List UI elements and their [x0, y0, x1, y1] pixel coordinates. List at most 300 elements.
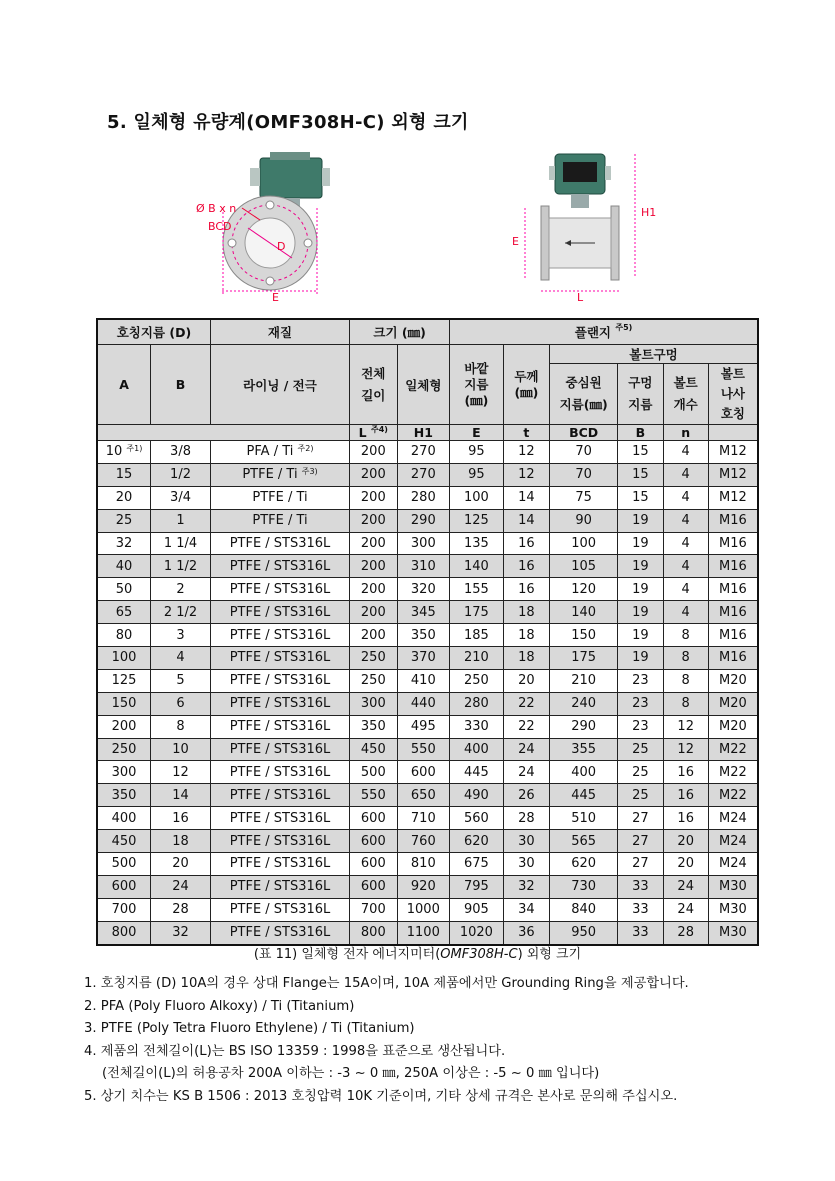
table-cell-t: 20 — [503, 669, 549, 692]
table-cell-hb: 25 — [618, 761, 663, 784]
table-cell-l: 200 — [350, 601, 397, 624]
table-cell-e: 490 — [450, 784, 504, 807]
table-cell-mat: PTFE / STS316L — [210, 921, 349, 944]
table-cell-mat: PTFE / STS316L — [210, 692, 349, 715]
table-cell-bcd: 70 — [550, 463, 618, 486]
table-row — [97, 601, 758, 624]
table-cell-e: 280 — [450, 692, 504, 715]
table-cell-b: 2 1/2 — [151, 601, 211, 624]
table-cell-e: 250 — [450, 669, 504, 692]
table-cell-hb: 19 — [618, 601, 663, 624]
header-center-circle: 중심원 지름(㎜) — [550, 364, 618, 425]
table-cell-e: 95 — [450, 463, 504, 486]
table-cell-e: 125 — [450, 509, 504, 532]
table-row — [97, 441, 758, 464]
table-cell-hb: 23 — [618, 692, 663, 715]
table-cell-mat: PFA / Ti $^{주2)}$ — [210, 441, 349, 464]
header-a: A — [97, 345, 151, 425]
header-flange: 플랜지 $^{주5)}$ — [450, 319, 758, 345]
notes-list — [84, 973, 689, 1108]
table-cell-b: 12 — [151, 761, 211, 784]
table-cell-a: 200 — [97, 715, 151, 738]
note-5: 5. 상기 치수는 KS B 1506 : 2013 호칭압력 10K 기준이며, 기타 상세 규격은 본사로 문의해 주십시오. — [84, 1088, 678, 1104]
side-view-diagram — [505, 148, 670, 308]
table-cell-b: 32 — [151, 921, 211, 944]
table-cell-b: 20 — [151, 853, 211, 876]
table-cell-thr: M16 — [708, 624, 758, 647]
table-cell-bcd: 150 — [550, 624, 618, 647]
table-cell-bcd: 120 — [550, 578, 618, 601]
table-cell-l: 700 — [350, 898, 397, 921]
table-row — [97, 715, 758, 738]
table-cell-n: 4 — [663, 441, 708, 464]
display-head-icon — [549, 154, 611, 208]
table-cell-thr: M30 — [708, 921, 758, 944]
note-2: 2. PFA (Poly Fluoro Alkoxy) / Ti (Titanium) — [84, 998, 355, 1014]
table-cell-l: 200 — [350, 509, 397, 532]
table-cell-mat: PTFE / STS316L — [210, 738, 349, 761]
header-bolt-count: 볼트 개수 — [663, 364, 708, 425]
table-cell-bcd: 445 — [550, 784, 618, 807]
table-cell-h1: 1100 — [397, 921, 450, 944]
table-cell-l: 200 — [350, 532, 397, 555]
table-cell-b: 6 — [151, 692, 211, 715]
table-cell-t: 28 — [503, 807, 549, 830]
table-cell-b: 10 — [151, 738, 211, 761]
table-cell-a: 125 — [97, 669, 151, 692]
table-cell-hb: 19 — [618, 647, 663, 670]
table-cell-n: 8 — [663, 669, 708, 692]
table-row — [97, 647, 758, 670]
table-cell-e: 1020 — [450, 921, 504, 944]
table-cell-n: 20 — [663, 853, 708, 876]
table-cell-thr: M24 — [708, 830, 758, 853]
table-cell-thr: M16 — [708, 509, 758, 532]
label-d: D — [277, 240, 286, 253]
table-cell-b: 1/2 — [151, 463, 211, 486]
table-cell-n: 24 — [663, 898, 708, 921]
header-bolt-thread: 볼트 나사 호칭 — [708, 364, 758, 425]
table-cell-e: 445 — [450, 761, 504, 784]
table-cell-thr: M24 — [708, 807, 758, 830]
table-row — [97, 761, 758, 784]
table-cell-mat: PTFE / STS316L — [210, 624, 349, 647]
table-cell-l: 200 — [350, 463, 397, 486]
table-cell-t: 18 — [503, 601, 549, 624]
flange-ring-icon — [223, 196, 317, 290]
table-cell-hb: 19 — [618, 509, 663, 532]
label-bxn: Ø B x n — [196, 202, 237, 215]
table-cell-mat: PTFE / STS316L — [210, 875, 349, 898]
page-title: 5. 일체형 유량계(OMF308H-C) 외형 크기 — [107, 112, 469, 133]
table-cell-mat: PTFE / STS316L — [210, 807, 349, 830]
table-cell-a: 40 — [97, 555, 151, 578]
table-cell-a: 65 — [97, 601, 151, 624]
table-cell-hb: 19 — [618, 578, 663, 601]
table-cell-e: 210 — [450, 647, 504, 670]
table-cell-mat: PTFE / Ti — [210, 486, 349, 509]
table-cell-l: 600 — [350, 853, 397, 876]
table-cell-h1: 270 — [397, 463, 450, 486]
header-sym-t: t — [503, 425, 549, 441]
header-material: 재질 — [210, 319, 349, 345]
table-cell-mat: PTFE / Ti — [210, 509, 349, 532]
table-cell-thr: M22 — [708, 761, 758, 784]
header-nominal-diameter: 호칭지름 (D) — [97, 319, 210, 345]
table-row — [97, 669, 758, 692]
table-cell-n: 12 — [663, 738, 708, 761]
table-cell-e: 155 — [450, 578, 504, 601]
table-cell-mat: PTFE / STS316L — [210, 761, 349, 784]
table-cell-thr: M12 — [708, 441, 758, 464]
label-bcd: BCD — [208, 220, 232, 233]
header-sym-l: L $^{주4)}$ — [350, 425, 397, 441]
table-cell-n: 16 — [663, 784, 708, 807]
table-cell-bcd: 90 — [550, 509, 618, 532]
table-cell-n: 8 — [663, 692, 708, 715]
table-cell-l: 600 — [350, 830, 397, 853]
table-cell-h1: 710 — [397, 807, 450, 830]
header-thickness: 두께 (㎜) — [503, 345, 549, 425]
table-cell-h1: 280 — [397, 486, 450, 509]
table-cell-t: 16 — [503, 555, 549, 578]
table-cell-t: 26 — [503, 784, 549, 807]
table-cell-n: 28 — [663, 921, 708, 944]
table-cell-t: 18 — [503, 647, 549, 670]
table-cell-a: 800 — [97, 921, 151, 944]
table-cell-b: 3 — [151, 624, 211, 647]
table-cell-bcd: 620 — [550, 853, 618, 876]
table-cell-thr: M20 — [708, 669, 758, 692]
table-cell-h1: 320 — [397, 578, 450, 601]
table-cell-n: 4 — [663, 601, 708, 624]
table-cell-h1: 1000 — [397, 898, 450, 921]
header-outer-diameter: 바깥 지름 (㎜) — [450, 345, 504, 425]
table-row — [97, 898, 758, 921]
table-cell-a: 250 — [97, 738, 151, 761]
table-cell-n: 4 — [663, 509, 708, 532]
table-cell-e: 795 — [450, 875, 504, 898]
table-cell-e: 185 — [450, 624, 504, 647]
table-cell-hb: 19 — [618, 555, 663, 578]
table-row — [97, 875, 758, 898]
table-cell-hb: 19 — [618, 624, 663, 647]
table-cell-mat: PTFE / STS316L — [210, 601, 349, 624]
table-cell-hb: 15 — [618, 486, 663, 509]
table-cell-h1: 310 — [397, 555, 450, 578]
table-row — [97, 463, 758, 486]
table-cell-b: 3/8 — [151, 441, 211, 464]
table-cell-bcd: 565 — [550, 830, 618, 853]
table-cell-t: 32 — [503, 875, 549, 898]
table-cell-bcd: 175 — [550, 647, 618, 670]
table-cell-thr: M16 — [708, 555, 758, 578]
table-cell-b: 5 — [151, 669, 211, 692]
table-cell-l: 500 — [350, 761, 397, 784]
table-cell-hb: 33 — [618, 898, 663, 921]
table-cell-a: 25 — [97, 509, 151, 532]
table-row — [97, 830, 758, 853]
table-cell-mat: PTFE / STS316L — [210, 853, 349, 876]
table-row — [97, 532, 758, 555]
table-cell-a: 500 — [97, 853, 151, 876]
table-cell-a: 20 — [97, 486, 151, 509]
table-cell-n: 12 — [663, 715, 708, 738]
table-cell-l: 600 — [350, 807, 397, 830]
table-row — [97, 853, 758, 876]
header-sym-b: B — [618, 425, 663, 441]
table-cell-e: 620 — [450, 830, 504, 853]
table-cell-bcd: 140 — [550, 601, 618, 624]
table-cell-b: 28 — [151, 898, 211, 921]
table-cell-thr: M30 — [708, 898, 758, 921]
table-cell-e: 175 — [450, 601, 504, 624]
table-row — [97, 738, 758, 761]
table-cell-h1: 650 — [397, 784, 450, 807]
table-cell-b: 18 — [151, 830, 211, 853]
table-cell-hb: 33 — [618, 921, 663, 944]
table-cell-a: 600 — [97, 875, 151, 898]
table-row — [97, 692, 758, 715]
table-cell-hb: 25 — [618, 738, 663, 761]
table-cell-hb: 15 — [618, 441, 663, 464]
table-cell-a: 15 — [97, 463, 151, 486]
table-cell-h1: 920 — [397, 875, 450, 898]
table-cell-mat: PTFE / Ti $^{주3)}$ — [210, 463, 349, 486]
table-cell-b: 14 — [151, 784, 211, 807]
table-cell-h1: 300 — [397, 532, 450, 555]
table-cell-bcd: 355 — [550, 738, 618, 761]
table-cell-bcd: 400 — [550, 761, 618, 784]
table-caption: (표 11) 일체형 전자 에너지미터(OMF308H-C) 외형 크기 — [253, 947, 582, 962]
table-cell-hb: 25 — [618, 784, 663, 807]
table-cell-thr: M12 — [708, 463, 758, 486]
table-cell-thr: M16 — [708, 601, 758, 624]
note-1: 1. 호칭지름 (D) 10A의 경우 상대 Flange는 15A이며, 10A 제품에서만 Grounding Ring을 제공합니다. — [84, 976, 689, 991]
header-sym-n: n — [663, 425, 708, 441]
table-cell-h1: 810 — [397, 853, 450, 876]
label-l: L — [577, 291, 584, 304]
table-cell-bcd: 210 — [550, 669, 618, 692]
table-cell-e: 100 — [450, 486, 504, 509]
table-row — [97, 509, 758, 532]
table-cell-l: 200 — [350, 441, 397, 464]
table-cell-l: 600 — [350, 875, 397, 898]
table-cell-n: 4 — [663, 463, 708, 486]
note-4: 4. 제품의 전체길이(L)는 BS ISO 13359 : 1998을 표준으로 생산됩니다. — [84, 1043, 506, 1059]
table-cell-t: 12 — [503, 441, 549, 464]
pipe-body-icon — [541, 206, 619, 280]
header-integral: 일체형 — [397, 345, 450, 425]
table-cell-b: 2 — [151, 578, 211, 601]
table-cell-h1: 410 — [397, 669, 450, 692]
table-cell-thr: M16 — [708, 578, 758, 601]
table-cell-l: 250 — [350, 647, 397, 670]
table-cell-l: 200 — [350, 555, 397, 578]
table-cell-h1: 370 — [397, 647, 450, 670]
table-cell-t: 22 — [503, 692, 549, 715]
table-cell-t: 22 — [503, 715, 549, 738]
table-row — [97, 807, 758, 830]
table-cell-h1: 290 — [397, 509, 450, 532]
table-cell-n: 4 — [663, 578, 708, 601]
table-cell-hb: 33 — [618, 875, 663, 898]
table-cell-e: 560 — [450, 807, 504, 830]
table-cell-hb: 27 — [618, 830, 663, 853]
table-cell-a: 100 — [97, 647, 151, 670]
table-cell-mat: PTFE / STS316L — [210, 532, 349, 555]
table-cell-n: 8 — [663, 624, 708, 647]
table-row — [97, 555, 758, 578]
table-cell-t: 24 — [503, 738, 549, 761]
table-cell-e: 140 — [450, 555, 504, 578]
table-cell-bcd: 950 — [550, 921, 618, 944]
table-cell-thr: M12 — [708, 486, 758, 509]
table-cell-l: 200 — [350, 486, 397, 509]
table-cell-b: 1 1/2 — [151, 555, 211, 578]
header-sym-e: E — [450, 425, 504, 441]
table-cell-thr: M24 — [708, 853, 758, 876]
table-cell-a: 80 — [97, 624, 151, 647]
header-lining-electrode: 라이닝 / 전극 — [210, 345, 349, 425]
label-e-right: E — [512, 235, 519, 248]
table-cell-hb: 23 — [618, 669, 663, 692]
table-row — [97, 624, 758, 647]
table-cell-e: 95 — [450, 441, 504, 464]
table-cell-thr: M30 — [708, 875, 758, 898]
table-cell-bcd: 75 — [550, 486, 618, 509]
table-cell-l: 800 — [350, 921, 397, 944]
table-cell-h1: 600 — [397, 761, 450, 784]
table-cell-n: 4 — [663, 486, 708, 509]
table-cell-a: 700 — [97, 898, 151, 921]
table-cell-bcd: 290 — [550, 715, 618, 738]
table-cell-b: 4 — [151, 647, 211, 670]
table-cell-bcd: 240 — [550, 692, 618, 715]
table-cell-bcd: 100 — [550, 532, 618, 555]
table-cell-a: 150 — [97, 692, 151, 715]
table-cell-a: 400 — [97, 807, 151, 830]
table-cell-a: 10 $^{주1)}$ — [97, 441, 151, 464]
table-cell-hb: 19 — [618, 532, 663, 555]
table-cell-b: 1 — [151, 509, 211, 532]
table-cell-h1: 760 — [397, 830, 450, 853]
table-cell-l: 300 — [350, 692, 397, 715]
table-cell-e: 330 — [450, 715, 504, 738]
table-cell-b: 8 — [151, 715, 211, 738]
table-cell-l: 200 — [350, 624, 397, 647]
table-cell-n: 20 — [663, 830, 708, 853]
table-cell-t: 36 — [503, 921, 549, 944]
table-cell-hb: 27 — [618, 807, 663, 830]
table-cell-mat: PTFE / STS316L — [210, 898, 349, 921]
table-cell-e: 905 — [450, 898, 504, 921]
table-cell-bcd: 840 — [550, 898, 618, 921]
label-h1: H1 — [641, 206, 657, 219]
table-cell-a: 50 — [97, 578, 151, 601]
table-cell-b: 16 — [151, 807, 211, 830]
table-cell-t: 30 — [503, 830, 549, 853]
table-cell-mat: PTFE / STS316L — [210, 669, 349, 692]
table-cell-h1: 550 — [397, 738, 450, 761]
table-cell-e: 135 — [450, 532, 504, 555]
table-cell-t: 14 — [503, 486, 549, 509]
table-cell-b: 24 — [151, 875, 211, 898]
table-cell-n: 16 — [663, 761, 708, 784]
table-cell-l: 450 — [350, 738, 397, 761]
note-3: 3. PTFE (Poly Tetra Fluoro Ethylene) / Ti (Titanium) — [84, 1021, 415, 1036]
table-cell-n: 4 — [663, 555, 708, 578]
header-hole-diameter: 구멍 지름 — [618, 364, 663, 425]
table-cell-n: 4 — [663, 532, 708, 555]
table-cell-t: 14 — [503, 509, 549, 532]
header-bolt-hole: 볼트구멍 — [550, 345, 758, 364]
table-cell-hb: 23 — [618, 715, 663, 738]
header-b: B — [151, 345, 211, 425]
table-cell-t: 16 — [503, 532, 549, 555]
dimension-table — [96, 318, 759, 946]
header-sym-bcd: BCD — [550, 425, 618, 441]
table-cell-thr: M20 — [708, 692, 758, 715]
table-cell-t: 34 — [503, 898, 549, 921]
table-cell-h1: 440 — [397, 692, 450, 715]
table-cell-l: 250 — [350, 669, 397, 692]
table-row — [97, 784, 758, 807]
table-cell-mat: PTFE / STS316L — [210, 647, 349, 670]
header-sym-h1: H1 — [397, 425, 450, 441]
table-cell-n: 16 — [663, 807, 708, 830]
table-cell-h1: 270 — [397, 441, 450, 464]
table-cell-t: 18 — [503, 624, 549, 647]
table-cell-b: 1 1/4 — [151, 532, 211, 555]
table-cell-a: 450 — [97, 830, 151, 853]
table-cell-h1: 495 — [397, 715, 450, 738]
header-total-length: 전체 길이 — [350, 345, 397, 425]
table-cell-bcd: 70 — [550, 441, 618, 464]
table-cell-mat: PTFE / STS316L — [210, 578, 349, 601]
table-cell-bcd: 105 — [550, 555, 618, 578]
table-row — [97, 486, 758, 509]
table-cell-hb: 27 — [618, 853, 663, 876]
table-cell-bcd: 510 — [550, 807, 618, 830]
table-cell-mat: PTFE / STS316L — [210, 715, 349, 738]
table-cell-thr: M22 — [708, 784, 758, 807]
table-cell-l: 550 — [350, 784, 397, 807]
table-cell-h1: 350 — [397, 624, 450, 647]
table-cell-h1: 345 — [397, 601, 450, 624]
table-cell-b: 3/4 — [151, 486, 211, 509]
table-row — [97, 921, 758, 944]
table-cell-t: 16 — [503, 578, 549, 601]
table-cell-thr: M22 — [708, 738, 758, 761]
table-cell-t: 12 — [503, 463, 549, 486]
table-cell-mat: PTFE / STS316L — [210, 555, 349, 578]
table-cell-mat: PTFE / STS316L — [210, 830, 349, 853]
table-cell-a: 350 — [97, 784, 151, 807]
table-body — [97, 441, 758, 945]
table-cell-a: 32 — [97, 532, 151, 555]
table-cell-mat: PTFE / STS316L — [210, 784, 349, 807]
header-size: 크기 (㎜) — [350, 319, 450, 345]
front-view-diagram — [190, 148, 340, 308]
table-cell-n: 8 — [663, 647, 708, 670]
table-cell-hb: 15 — [618, 463, 663, 486]
label-e-left: E — [272, 291, 279, 304]
table-cell-thr: M16 — [708, 532, 758, 555]
table-cell-l: 350 — [350, 715, 397, 738]
table-cell-t: 30 — [503, 853, 549, 876]
table-cell-e: 400 — [450, 738, 504, 761]
